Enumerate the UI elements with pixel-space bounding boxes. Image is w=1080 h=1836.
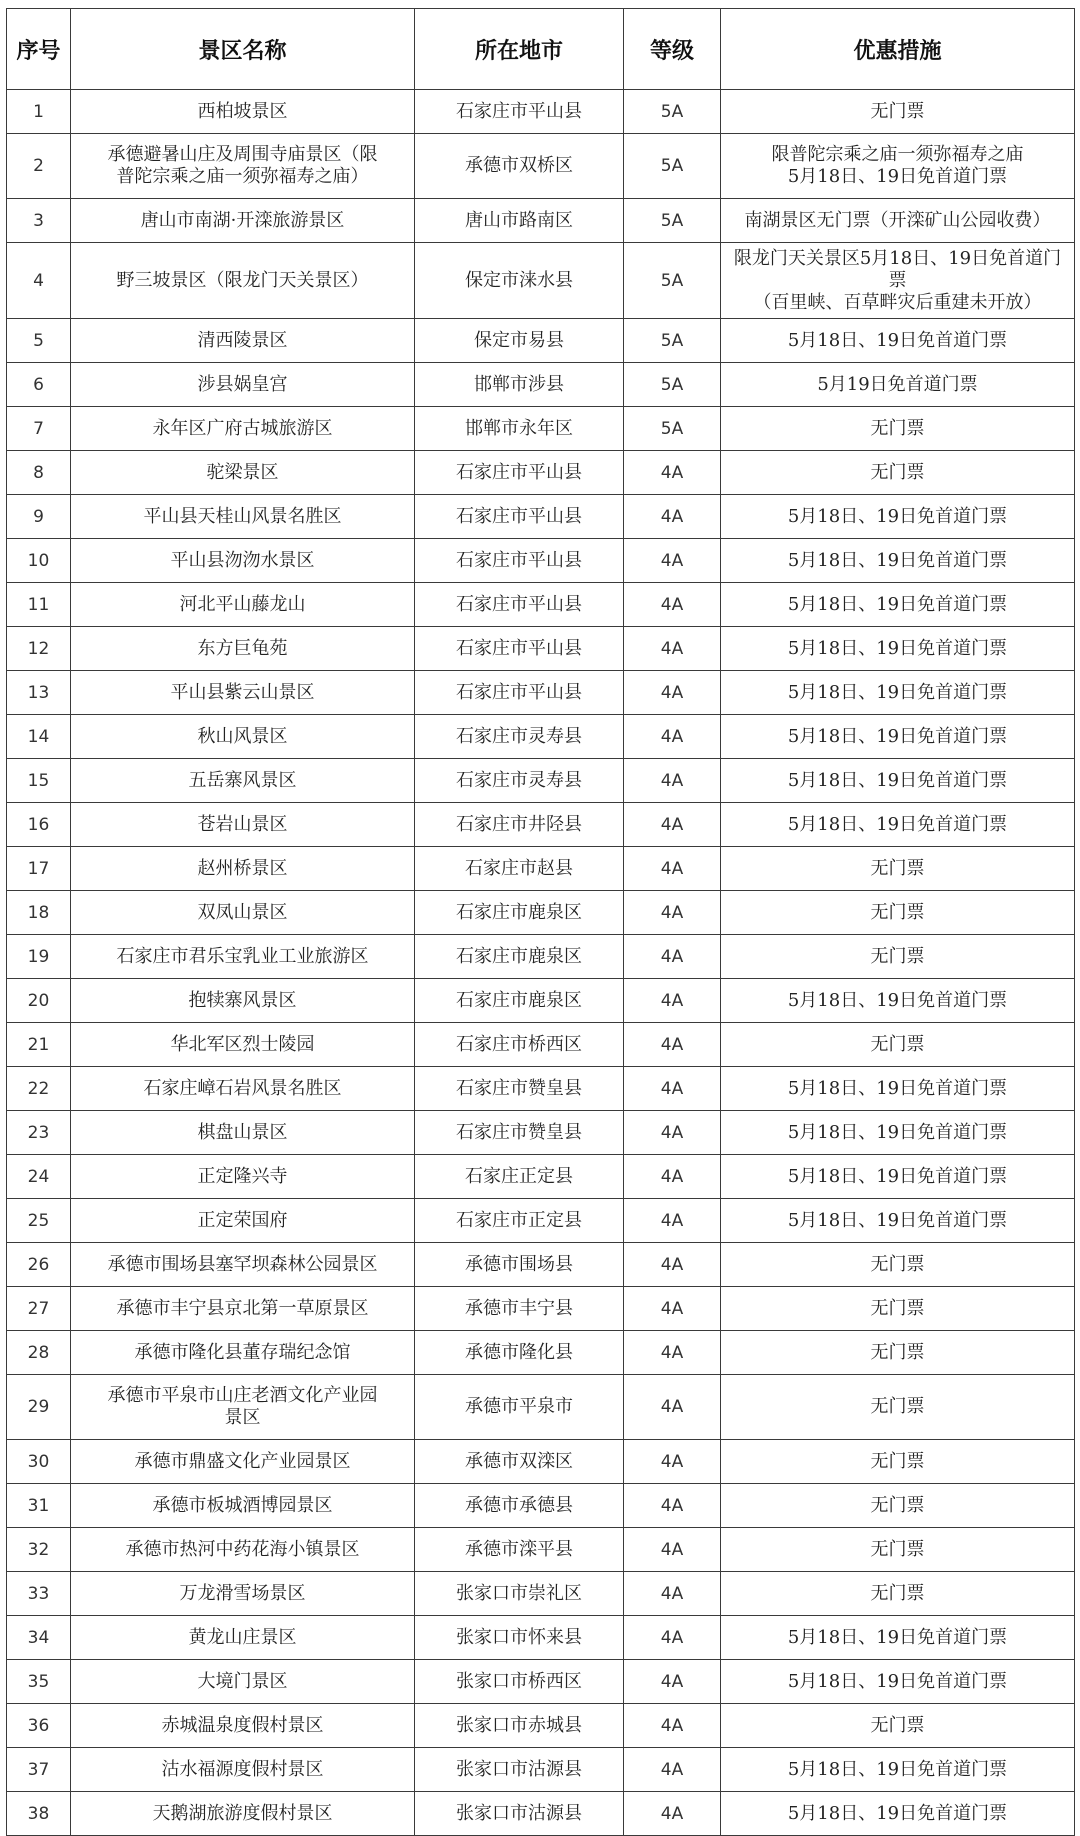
table-row	[7, 451, 1075, 495]
cell-scenic-name: 承德市鼎盛文化产业园景区	[71, 1440, 415, 1484]
cell-scenic-name: 承德市热河中药花海小镇景区	[71, 1528, 415, 1572]
table-row	[7, 1704, 1075, 1748]
cell-level: 4A	[624, 891, 721, 935]
cell-level: 4A	[624, 1484, 721, 1528]
cell-level: 4A	[624, 1111, 721, 1155]
cell-city: 石家庄市鹿泉区	[415, 891, 624, 935]
cell-city: 石家庄市赞皇县	[415, 1067, 624, 1111]
cell-deal: 无门票	[721, 1023, 1075, 1067]
cell-level: 5A	[624, 319, 721, 363]
cell-deal: 5月18日、19日免首道门票	[721, 1748, 1075, 1792]
cell-level: 4A	[624, 627, 721, 671]
table-row	[7, 199, 1075, 243]
cell-scenic-name: 赵州桥景区	[71, 847, 415, 891]
table-row	[7, 1616, 1075, 1660]
cell-city: 石家庄市平山县	[415, 583, 624, 627]
cell-city: 石家庄市桥西区	[415, 1023, 624, 1067]
cell-deal: 5月18日、19日免首道门票	[721, 1155, 1075, 1199]
cell-scenic-name: 赤城温泉度假村景区	[71, 1704, 415, 1748]
cell-no: 18	[7, 891, 71, 935]
cell-level: 4A	[624, 935, 721, 979]
table-row	[7, 1440, 1075, 1484]
cell-deal: 5月18日、19日免首道门票	[721, 1111, 1075, 1155]
table-row	[7, 1331, 1075, 1375]
cell-city: 石家庄市平山县	[415, 90, 624, 134]
cell-deal: 无门票	[721, 1484, 1075, 1528]
cell-no: 26	[7, 1243, 71, 1287]
cell-deal: 5月18日、19日免首道门票	[721, 803, 1075, 847]
cell-no: 25	[7, 1199, 71, 1243]
table-row	[7, 1484, 1075, 1528]
cell-city: 张家口市怀来县	[415, 1616, 624, 1660]
cell-city: 张家口市崇礼区	[415, 1572, 624, 1616]
cell-no: 13	[7, 671, 71, 715]
cell-scenic-name: 承德市丰宁县京北第一草原景区	[71, 1287, 415, 1331]
cell-scenic-name: 平山县紫云山景区	[71, 671, 415, 715]
cell-deal: 5月18日、19日免首道门票	[721, 1616, 1075, 1660]
cell-city: 石家庄市正定县	[415, 1199, 624, 1243]
cell-city: 石家庄市赞皇县	[415, 1111, 624, 1155]
cell-no: 38	[7, 1792, 71, 1836]
cell-level: 4A	[624, 1155, 721, 1199]
cell-deal: 无门票	[721, 451, 1075, 495]
table-row	[7, 583, 1075, 627]
cell-city: 承德市双桥区	[415, 134, 624, 199]
cell-scenic-name: 抱犊寨风景区	[71, 979, 415, 1023]
cell-no: 2	[7, 134, 71, 199]
cell-no: 32	[7, 1528, 71, 1572]
cell-no: 22	[7, 1067, 71, 1111]
cell-deal: 5月18日、19日免首道门票	[721, 1792, 1075, 1836]
cell-no: 28	[7, 1331, 71, 1375]
table-row	[7, 134, 1075, 199]
cell-scenic-name: 正定隆兴寺	[71, 1155, 415, 1199]
cell-no: 3	[7, 199, 71, 243]
table-row	[7, 1155, 1075, 1199]
cell-no: 17	[7, 847, 71, 891]
cell-level: 5A	[624, 134, 721, 199]
cell-scenic-name: 石家庄嶂石岩风景名胜区	[71, 1067, 415, 1111]
cell-deal: 5月18日、19日免首道门票	[721, 627, 1075, 671]
cell-scenic-name: 承德市板城酒博园景区	[71, 1484, 415, 1528]
cell-no: 4	[7, 243, 71, 319]
cell-no: 16	[7, 803, 71, 847]
cell-level: 4A	[624, 759, 721, 803]
cell-deal: 无门票	[721, 935, 1075, 979]
cell-deal: 无门票	[721, 1704, 1075, 1748]
cell-deal: 无门票	[721, 1572, 1075, 1616]
cell-no: 9	[7, 495, 71, 539]
cell-scenic-name: 永年区广府古城旅游区	[71, 407, 415, 451]
table-row	[7, 935, 1075, 979]
cell-scenic-name: 涉县娲皇宫	[71, 363, 415, 407]
cell-no: 7	[7, 407, 71, 451]
cell-no: 36	[7, 1704, 71, 1748]
cell-city: 承德市滦平县	[415, 1528, 624, 1572]
table-row	[7, 759, 1075, 803]
table-row	[7, 1111, 1075, 1155]
cell-deal: 5月18日、19日免首道门票	[721, 1067, 1075, 1111]
cell-scenic-name: 天鹅湖旅游度假村景区	[71, 1792, 415, 1836]
cell-city: 保定市涞水县	[415, 243, 624, 319]
header-deal: 优惠措施	[721, 9, 1075, 90]
cell-deal: 5月18日、19日免首道门票	[721, 979, 1075, 1023]
cell-no: 12	[7, 627, 71, 671]
cell-city: 邯郸市涉县	[415, 363, 624, 407]
cell-city: 张家口市沽源县	[415, 1748, 624, 1792]
cell-no: 15	[7, 759, 71, 803]
table-row	[7, 1243, 1075, 1287]
cell-deal: 南湖景区无门票（开滦矿山公园收费）	[721, 199, 1075, 243]
cell-scenic-name: 双凤山景区	[71, 891, 415, 935]
cell-level: 4A	[624, 1572, 721, 1616]
cell-scenic-name: 正定荣国府	[71, 1199, 415, 1243]
cell-scenic-name: 东方巨龟苑	[71, 627, 415, 671]
cell-level: 4A	[624, 1704, 721, 1748]
cell-city: 张家口市桥西区	[415, 1660, 624, 1704]
cell-no: 33	[7, 1572, 71, 1616]
cell-deal: 无门票	[721, 1287, 1075, 1331]
cell-scenic-name: 西柏坡景区	[71, 90, 415, 134]
table-row	[7, 407, 1075, 451]
table-row	[7, 539, 1075, 583]
cell-scenic-name: 苍岩山景区	[71, 803, 415, 847]
table-row	[7, 715, 1075, 759]
cell-level: 5A	[624, 363, 721, 407]
cell-city: 承德市围场县	[415, 1243, 624, 1287]
cell-deal: 5月18日、19日免首道门票	[721, 1660, 1075, 1704]
cell-level: 4A	[624, 1616, 721, 1660]
table-row	[7, 495, 1075, 539]
cell-deal: 限普陀宗乘之庙一须弥福寿之庙 5月18日、19日免首道门票	[721, 134, 1075, 199]
cell-level: 5A	[624, 199, 721, 243]
cell-scenic-name: 平山县天桂山风景名胜区	[71, 495, 415, 539]
cell-level: 4A	[624, 583, 721, 627]
cell-no: 35	[7, 1660, 71, 1704]
cell-city: 石家庄市平山县	[415, 495, 624, 539]
cell-scenic-name: 承德市围场县塞罕坝森林公园景区	[71, 1243, 415, 1287]
cell-no: 30	[7, 1440, 71, 1484]
table-body	[7, 90, 1075, 1836]
table-row	[7, 847, 1075, 891]
cell-level: 4A	[624, 1287, 721, 1331]
table-row	[7, 803, 1075, 847]
cell-level: 4A	[624, 847, 721, 891]
cell-deal: 5月19日免首道门票	[721, 363, 1075, 407]
cell-city: 唐山市路南区	[415, 199, 624, 243]
table-row	[7, 627, 1075, 671]
cell-scenic-name: 华北军区烈士陵园	[71, 1023, 415, 1067]
table-row	[7, 979, 1075, 1023]
cell-deal: 5月18日、19日免首道门票	[721, 539, 1075, 583]
cell-level: 4A	[624, 495, 721, 539]
cell-city: 邯郸市永年区	[415, 407, 624, 451]
cell-deal: 5月18日、19日免首道门票	[721, 495, 1075, 539]
cell-city: 石家庄市平山县	[415, 539, 624, 583]
cell-city: 张家口市沽源县	[415, 1792, 624, 1836]
cell-scenic-name: 五岳寨风景区	[71, 759, 415, 803]
cell-scenic-name: 平山县沕沕水景区	[71, 539, 415, 583]
cell-deal: 无门票	[721, 407, 1075, 451]
cell-scenic-name: 石家庄市君乐宝乳业工业旅游区	[71, 935, 415, 979]
cell-deal: 5月18日、19日免首道门票	[721, 715, 1075, 759]
table-row	[7, 1023, 1075, 1067]
header-no: 序号	[7, 9, 71, 90]
cell-scenic-name: 大境门景区	[71, 1660, 415, 1704]
cell-level: 4A	[624, 1748, 721, 1792]
cell-no: 20	[7, 979, 71, 1023]
cell-level: 4A	[624, 1331, 721, 1375]
header-name: 景区名称	[71, 9, 415, 90]
table-row	[7, 363, 1075, 407]
cell-scenic-name: 秋山风景区	[71, 715, 415, 759]
cell-scenic-name: 唐山市南湖·开滦旅游景区	[71, 199, 415, 243]
cell-scenic-name: 河北平山藤龙山	[71, 583, 415, 627]
cell-level: 4A	[624, 715, 721, 759]
cell-deal: 限龙门天关景区5月18日、19日免首道门 票 （百里峡、百草畔灾后重建未开放）	[721, 243, 1075, 319]
table-header-row	[7, 9, 1075, 90]
cell-deal: 5月18日、19日免首道门票	[721, 583, 1075, 627]
cell-scenic-name: 万龙滑雪场景区	[71, 1572, 415, 1616]
cell-deal: 无门票	[721, 1440, 1075, 1484]
table-row	[7, 1287, 1075, 1331]
cell-scenic-name: 沽水福源度假村景区	[71, 1748, 415, 1792]
cell-level: 4A	[624, 803, 721, 847]
cell-no: 5	[7, 319, 71, 363]
table-row	[7, 90, 1075, 134]
cell-no: 11	[7, 583, 71, 627]
table-row	[7, 319, 1075, 363]
cell-level: 4A	[624, 1660, 721, 1704]
cell-level: 5A	[624, 243, 721, 319]
table-row	[7, 243, 1075, 319]
header-city: 所在地市	[415, 9, 624, 90]
cell-no: 19	[7, 935, 71, 979]
cell-city: 承德市丰宁县	[415, 1287, 624, 1331]
cell-no: 34	[7, 1616, 71, 1660]
cell-city: 石家庄市灵寿县	[415, 715, 624, 759]
cell-no: 10	[7, 539, 71, 583]
cell-city: 张家口市赤城县	[415, 1704, 624, 1748]
cell-scenic-name: 承德避暑山庄及周围寺庙景区（限 普陀宗乘之庙一须弥福寿之庙）	[71, 134, 415, 199]
cell-deal: 无门票	[721, 1331, 1075, 1375]
cell-deal: 无门票	[721, 1375, 1075, 1440]
cell-level: 4A	[624, 1243, 721, 1287]
table-row	[7, 1528, 1075, 1572]
cell-city: 石家庄正定县	[415, 1155, 624, 1199]
cell-city: 石家庄市井陉县	[415, 803, 624, 847]
cell-level: 4A	[624, 539, 721, 583]
cell-scenic-name: 野三坡景区（限龙门天关景区）	[71, 243, 415, 319]
cell-no: 14	[7, 715, 71, 759]
cell-level: 4A	[624, 1375, 721, 1440]
cell-level: 5A	[624, 90, 721, 134]
cell-no: 27	[7, 1287, 71, 1331]
cell-scenic-name: 黄龙山庄景区	[71, 1616, 415, 1660]
cell-city: 石家庄市鹿泉区	[415, 935, 624, 979]
cell-city: 石家庄市赵县	[415, 847, 624, 891]
cell-no: 1	[7, 90, 71, 134]
cell-deal: 无门票	[721, 90, 1075, 134]
cell-level: 4A	[624, 1528, 721, 1572]
cell-scenic-name: 承德市隆化县董存瑞纪念馆	[71, 1331, 415, 1375]
cell-level: 4A	[624, 1199, 721, 1243]
cell-no: 23	[7, 1111, 71, 1155]
cell-no: 6	[7, 363, 71, 407]
cell-deal: 无门票	[721, 891, 1075, 935]
cell-deal: 5月18日、19日免首道门票	[721, 319, 1075, 363]
cell-deal: 无门票	[721, 1528, 1075, 1572]
table-row	[7, 891, 1075, 935]
cell-deal: 5月18日、19日免首道门票	[721, 1199, 1075, 1243]
table-row	[7, 1199, 1075, 1243]
cell-deal: 无门票	[721, 847, 1075, 891]
cell-city: 石家庄市平山县	[415, 627, 624, 671]
cell-level: 4A	[624, 1023, 721, 1067]
cell-no: 31	[7, 1484, 71, 1528]
cell-city: 石家庄市鹿泉区	[415, 979, 624, 1023]
table-row	[7, 671, 1075, 715]
cell-level: 4A	[624, 1067, 721, 1111]
cell-scenic-name: 承德市平泉市山庄老酒文化产业园 景区	[71, 1375, 415, 1440]
cell-level: 5A	[624, 407, 721, 451]
cell-scenic-name: 棋盘山景区	[71, 1111, 415, 1155]
cell-level: 4A	[624, 1792, 721, 1836]
cell-no: 29	[7, 1375, 71, 1440]
cell-scenic-name: 驼梁景区	[71, 451, 415, 495]
cell-scenic-name: 清西陵景区	[71, 319, 415, 363]
cell-city: 石家庄市平山县	[415, 451, 624, 495]
cell-deal: 5月18日、19日免首道门票	[721, 671, 1075, 715]
cell-level: 4A	[624, 979, 721, 1023]
cell-deal: 无门票	[721, 1243, 1075, 1287]
cell-no: 37	[7, 1748, 71, 1792]
cell-no: 21	[7, 1023, 71, 1067]
table-row	[7, 1375, 1075, 1440]
table-row	[7, 1792, 1075, 1836]
cell-city: 保定市易县	[415, 319, 624, 363]
cell-city: 承德市平泉市	[415, 1375, 624, 1440]
cell-city: 承德市隆化县	[415, 1331, 624, 1375]
header-level: 等级	[624, 9, 721, 90]
table-row	[7, 1660, 1075, 1704]
cell-deal: 5月18日、19日免首道门票	[721, 759, 1075, 803]
cell-level: 4A	[624, 671, 721, 715]
cell-city: 承德市承德县	[415, 1484, 624, 1528]
cell-no: 8	[7, 451, 71, 495]
cell-city: 承德市双滦区	[415, 1440, 624, 1484]
table-row	[7, 1748, 1075, 1792]
table-row	[7, 1572, 1075, 1616]
cell-city: 石家庄市灵寿县	[415, 759, 624, 803]
cell-level: 4A	[624, 1440, 721, 1484]
table-row	[7, 1067, 1075, 1111]
scenic-spots-table	[6, 8, 1075, 1836]
cell-city: 石家庄市平山县	[415, 671, 624, 715]
cell-no: 24	[7, 1155, 71, 1199]
cell-level: 4A	[624, 451, 721, 495]
